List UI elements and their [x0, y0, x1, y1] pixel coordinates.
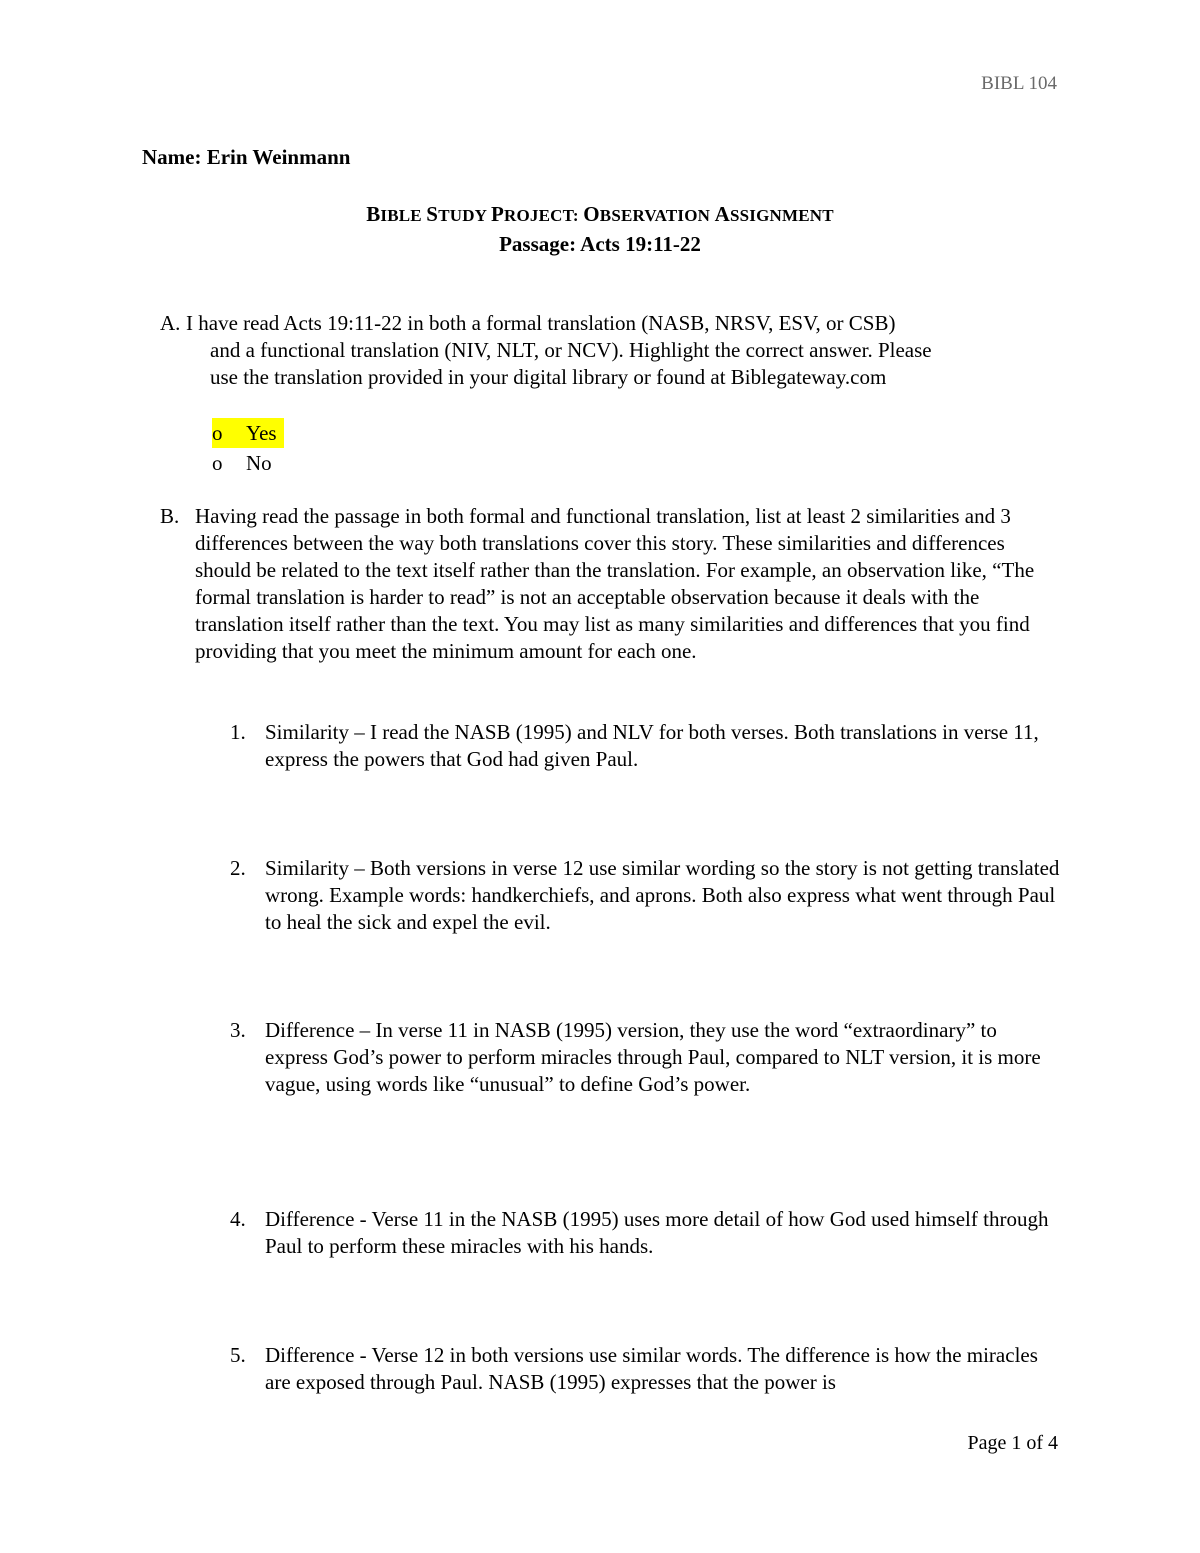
question-a-line3: use the translation provided in your digital library or found at Biblegateway.com	[210, 365, 887, 389]
list-item-text: Difference - Verse 11 in the NASB (1995) uses more detail of how God used himself through Paul to perform these miracles with his hands.	[265, 1207, 1049, 1258]
list-item-number: 3.	[230, 1018, 246, 1042]
page-number: Page 1 of 4	[967, 1432, 1058, 1454]
list-item-text: Difference – In verse 11 in NASB (1995) version, they use the word “extraordinary” to express God’s power to perform miracles through Paul, compared to NLT version, it is more vague, using words like “unusual” to define God’s power.	[265, 1018, 1041, 1096]
list-item	[230, 1342, 1060, 1396]
option-yes-label: Yes	[246, 421, 277, 445]
student-name-line: Name: Erin Weinmann	[142, 145, 351, 169]
list-item-text: Difference - Verse 12 in both versions use similar words. The difference is how the miracles are exposed through Paul. NASB (1995) expresses that the power is	[265, 1343, 1038, 1394]
list-item-text: Similarity – Both versions in verse 12 use similar wording so the story is not getting translated wrong. Example words: handkerchiefs, and aprons. Both also express what went through Paul to heal the sick and expel the evil.	[265, 856, 1060, 934]
question-b-marker: B.	[160, 504, 180, 528]
passage-subtitle: Passage: Acts 19:11-22	[499, 232, 701, 256]
assignment-title: BIBLE STUDY PROJECT: OBSERVATION ASSIGNMENT	[366, 202, 834, 226]
list-item-number: 4.	[230, 1207, 246, 1231]
list-item-number: 2.	[230, 856, 246, 880]
question-a	[160, 310, 1040, 391]
question-b-text: Having read the passage in both formal and functional translation, list at least 2 similarities and 3 differences between the way both translations cover this story. These similarities and differences should be related to the text itself rather than the translation. For example, an observation like, “The formal translation is harder to read” is not an acceptable observation because it deals with the translation itself rather than the text. You may list as many similarities and differences that you find providing that you meet the minimum amount for each one.	[195, 504, 1035, 663]
question-a-line2: and a functional translation (NIV, NLT, or NCV). Highlight the correct answer. Please	[210, 338, 932, 362]
list-item-text: Similarity – I read the NASB (1995) and NLV for both verses. Both translations in verse 11, express the powers that God had given Paul.	[265, 720, 1039, 771]
question-a-line1: I have read Acts 19:11-22 in both a formal translation (NASB, NRSV, ESV, or CSB)	[186, 311, 896, 335]
title-block	[0, 201, 1200, 258]
list-item	[230, 1017, 1060, 1098]
list-item	[230, 855, 1060, 936]
option-no-bullet: o	[212, 451, 223, 475]
answer-options	[212, 418, 284, 478]
list-item-number: 5.	[230, 1343, 246, 1367]
question-b	[160, 503, 1060, 665]
list-item-number: 1.	[230, 720, 246, 744]
option-yes[interactable]	[212, 418, 284, 448]
option-yes-bullet: o	[212, 419, 246, 447]
list-item	[230, 1206, 1060, 1260]
list-item	[230, 719, 1060, 773]
course-code-header: BIBL 104	[981, 73, 1057, 94]
question-a-marker: A.	[160, 311, 181, 335]
option-no-label: No	[246, 451, 272, 475]
option-no[interactable]	[212, 448, 284, 478]
